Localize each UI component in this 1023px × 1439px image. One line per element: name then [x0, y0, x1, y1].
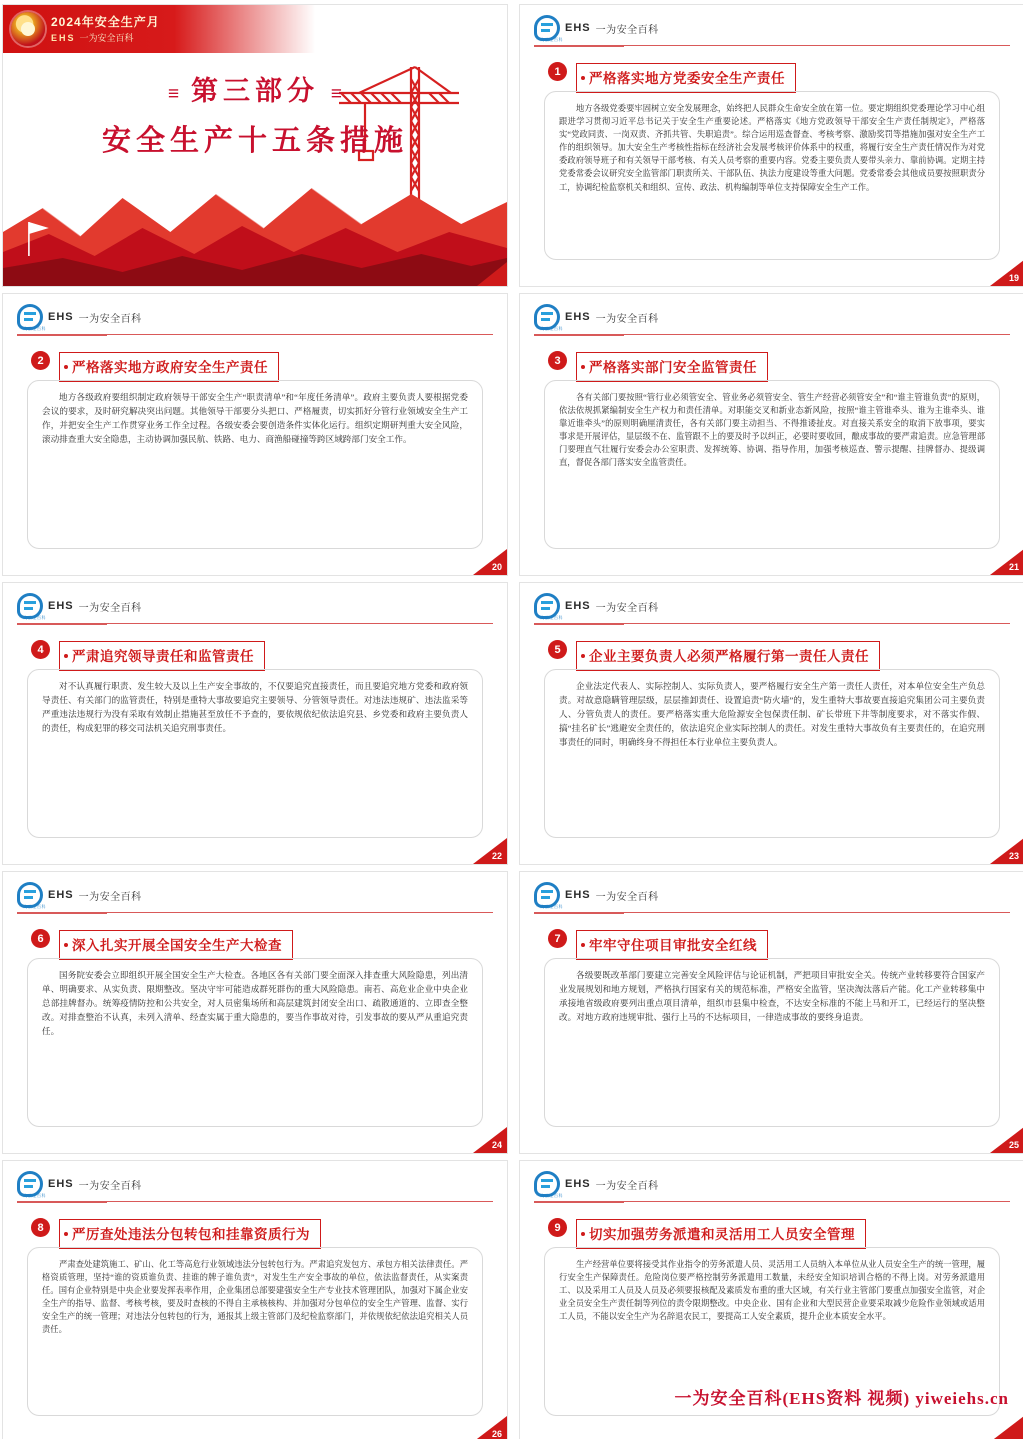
corner-mark — [990, 1416, 1023, 1439]
slide-heading-box — [576, 1219, 866, 1249]
page-number: 24 — [491, 1140, 502, 1150]
header-divider — [17, 1201, 493, 1202]
slide-heading-box — [576, 641, 880, 671]
shield-logo-icon: 一为安全百科 — [534, 304, 560, 330]
slide-body-text: 国务院安委会立即组织开展全国安全生产大检查。各地区各有关部门要全面深入排查重大风险隐患，列出清单、明确要求、从实负责、限期整改。坚决守牢可能造成群死群伤的重大风险隐患。南若、高危业企业中央企业总部挂牌督办。统筹疫情防控和公共安全，对人员密集场所和高层建筑封闭安全出口、疏散通道的、立即查全整改。对排查整治不认真，未列入清单、经查实属于重大隐患的，要当作事故对待，引发事故的要从严从重追究责任。 — [42, 970, 468, 1036]
title-corner-mark — [477, 262, 507, 286]
brand-logo — [534, 1171, 659, 1197]
slide-body — [27, 669, 483, 838]
slide-heading-box — [576, 63, 796, 93]
logo-cn-label: 一为安全百科 — [79, 33, 134, 43]
slide-heading-box — [59, 930, 293, 960]
shield-logo-icon: 一为安全百科 — [17, 304, 43, 330]
slide-heading — [59, 641, 265, 671]
brand-logo — [534, 593, 659, 619]
page-number: 19 — [1008, 273, 1019, 283]
shield-logo-icon: 一为安全百科 — [534, 593, 560, 619]
page-number: 26 — [491, 1429, 502, 1439]
header-divider — [534, 45, 1010, 46]
slide-heading — [59, 930, 293, 960]
deco-left: ≡ — [167, 83, 180, 105]
content-slide-8 — [2, 1160, 508, 1439]
content-slide-6 — [2, 871, 508, 1154]
header-divider — [534, 912, 1010, 913]
slide-heading — [59, 1219, 321, 1249]
slide-heading-box — [576, 352, 768, 382]
slide-body — [544, 380, 1000, 549]
content-slide-4 — [2, 582, 508, 865]
content-slide-2 — [2, 293, 508, 576]
slide-body-text: 地方各级政府要组织制定政府领导干部安全生产“职责清单”和“年度任务清单”。政府主要负责人要根据党委会议的要求，及时研究解决突出问题。其他领导干部要分头把口、严格履责，切实抓好分管行业领域安全生产工作，并把安全生产工作贯穿业务工作全过程。各级安委会要创造条件实体化运行。组织定期研判重大安全风险，滚动排查重大安全隐患，主动协调加强民航、铁路、电力、商渔船碰撞等跨区域跨部门安全工作。 — [42, 392, 468, 444]
logo-cn-label: 一为安全百科 — [595, 602, 659, 614]
slide-body — [27, 380, 483, 549]
slide-heading-text: 严格落实部门安全监管责任 — [589, 360, 757, 375]
logo-ehs-label: EHS — [565, 22, 591, 34]
slide-heading-text: 严厉查处违法分包转包和挂靠资质行为 — [72, 1227, 310, 1242]
logo-cn-label: 一为安全百科 — [595, 313, 659, 325]
slide-body-text: 地方各级党委要牢固树立安全发展理念，始终把人民群众生命安全放在第一位。要定期组织党委理论学习中心组跟进学习贯彻习近平总书记关于安全生产重要论述。严格落实《地方党政领导干部安全生产责任制规定》，严格落实“党政同责、一岗双责、齐抓共管、失职追责”。综合运用巡查督查、考核考察、激励奖罚等措施加强对安全生产工作的组织领导。加大安全生产考核性指标在经济社会发展考核评价体系中的权重，将履行安全生产责任情况作为对党委政府领导班子和有关领导干部考核、有关人员考察的重要内容。党委主要负责人要带头亲力、靠前协调。定期主持党委常委会议研究安全监管部门职责所关、干部队伍、执法力度建设等重大问题。党委常委会其他成员要按照职责分工，协调纪检监察机关和组织、宣传、政法、机构编制等单位支持保障安全生产工作。 — [559, 104, 985, 192]
brand-logo — [534, 304, 659, 330]
slide-body — [27, 958, 483, 1127]
slide-heading — [59, 352, 279, 382]
shield-logo-icon: 一为安全百科 — [534, 15, 560, 41]
brand-logo — [534, 882, 659, 908]
page-number: 23 — [1008, 851, 1019, 861]
deck-heading: 安全生产十五条措施 — [101, 125, 408, 157]
logo-ehs-label: EHS — [51, 32, 76, 43]
slide-body — [27, 1247, 483, 1416]
header-divider — [534, 623, 1010, 624]
logo-cn-label: 一为安全百科 — [78, 1180, 142, 1192]
page-number: 25 — [1008, 1140, 1019, 1150]
header-divider — [17, 334, 493, 335]
logo-ehs-label: EHS — [48, 600, 74, 612]
slide-heading-text: 牢牢守住项目审批安全红线 — [589, 938, 757, 953]
shield-logo-icon: 一为安全百科 — [17, 593, 43, 619]
item-number-badge: 3 — [548, 351, 567, 370]
slide-body-text: 生产经营单位要将接受其作业指令的劳务派遣人员、灵活用工人员纳入本单位从业人员安全生产的统一管理，履行安全生产保障责任。危险岗位要严格控制劳务派遣用工数量，未经安全知识培训合格的不得上岗。对劳务派遣用工、以及采用工人员及人员及必须要报核配及素质发布重的重大区域，有关行业主管部门要重点加强安全监管，对企业全员安全生产责任制等列位的责令限期整改。中央企业、国有企业和大型民营企业要采取减少危险作业领域或适用工人员，不能以安全生产为名辞退农民工，要提高工人安全素质，提升企业本质安全水平。 — [559, 1260, 985, 1322]
shield-logo-icon: 一为安全百科 — [17, 882, 43, 908]
slide-body — [544, 958, 1000, 1127]
slide-heading-text: 严肃追究领导责任和监管责任 — [72, 649, 254, 664]
slide-heading-box — [59, 1219, 321, 1249]
brand-logo — [17, 1171, 142, 1197]
slide-body-text: 对不认真履行职责、发生较大及以上生产安全事故的，不仅要追究直接责任，而且要追究地方党委和政府领导责任、有关部门的监管责任，特别是重特大事故要追究主要领导、分管领导责任。对违法违规矿、违法监采等严重违法违规行为没有采取有效制止措施甚至放任不予查的，要依规依纪依法追究县、乡党委和政府主要负责人的责任，构成犯罪的移交司法机关追究刑事责任。 — [42, 681, 468, 733]
watermark: 一为安全百科(EHS资料 视频) yiweiehs.cn — [674, 1389, 1009, 1408]
title-main — [3, 69, 507, 159]
slide-body-text: 各级要既改革部门要建立完善安全风险评估与论证机制，严把项目审批安全关。传统产业转移要符合国家产业发展规划和地方规划，严格执行国家有关的规范标准，严格安全监管，坚决淘汰落后产能。化工产业转移集中承接地省级政府要列出重点项目清单，组织市县集中检查，不达安全标准的不能上马和开工，已经运行的坚决整改。对地方政府违规审批、强行上马的不达标项目，一律造成事故的要终身追责。 — [559, 970, 985, 1022]
item-number-badge: 5 — [548, 640, 567, 659]
item-number-badge: 8 — [31, 1218, 50, 1237]
logo-ehs-label: EHS — [48, 1178, 74, 1190]
slide-heading-box — [59, 641, 265, 671]
slide-heading-box — [59, 352, 279, 382]
shield-logo-icon: 一为安全百科 — [17, 1171, 43, 1197]
slide-heading — [576, 63, 796, 93]
item-number-badge: 2 — [31, 351, 50, 370]
page-number: 20 — [491, 562, 502, 572]
part-label: 第三部分 — [191, 76, 319, 106]
content-slide-7 — [519, 871, 1023, 1154]
page-number: 22 — [491, 851, 502, 861]
slide-body — [544, 91, 1000, 260]
slide-heading — [576, 352, 768, 382]
title-slide — [2, 4, 508, 287]
item-number-badge: 1 — [548, 62, 567, 81]
content-slide-1 — [519, 4, 1023, 287]
brand-logo — [17, 593, 142, 619]
header-divider — [17, 623, 493, 624]
content-slide-5 — [519, 582, 1023, 865]
logo-ehs-label: EHS — [565, 600, 591, 612]
item-number-badge: 4 — [31, 640, 50, 659]
slide-body-text: 企业法定代表人、实际控制人、实际负责人，要严格履行安全生产第一责任人责任，对本单位安全生产负总责。对故意隐瞒管理层级，层层推卸责任、设置追责“防火墙”的，发生重特大事故要直接追究集团公司主要负责人、分管负责人的责任。要严格落实重大危险源安全包保责任制、矿长带班下井等制度要求，对不落实作假、搞“挂名矿长”逃避安全责任的，依法追究企业实际控制人的责任。对发生重特大事故负有主要责任的，在追究刑事责任的同时，明确终身不得担任本行业单位主要负责人。 — [559, 681, 985, 747]
slide-heading-text: 严格落实地方党委安全生产责任 — [589, 71, 785, 86]
header-divider — [534, 334, 1010, 335]
logo-ehs-label: EHS — [565, 311, 591, 323]
logo-ehs-label: EHS — [48, 889, 74, 901]
logo-cn-label: 一为安全百科 — [595, 1180, 659, 1192]
content-slide-3 — [519, 293, 1023, 576]
slide-heading — [576, 641, 880, 671]
item-number-badge: 6 — [31, 929, 50, 948]
page-number: 21 — [1008, 562, 1019, 572]
brand-logo — [17, 882, 142, 908]
logo-cn-label: 一为安全百科 — [595, 891, 659, 903]
logo-cn-label: 一为安全百科 — [595, 24, 659, 36]
slide-heading — [576, 930, 768, 960]
logo-cn-label: 一为安全百科 — [78, 602, 142, 614]
brand-logo — [17, 304, 142, 330]
brand-logo — [534, 15, 659, 41]
slide-body-text: 各有关部门要按照“管行业必须管安全、管业务必须管安全、管生产经营必须管安全”和“谁主管谁负责”的原则，依法依规抓紧编制安全生产权力和责任清单。对职能交叉和新业态新风险，按照“谁主管谁牵头、谁为主谁牵头、谁靠近谁牵头”的原则明确厘清责任，各有关部门要主动担当、不得推诿扯皮。对直接关系安全的取消下放事项，要实事求是开展评估，显层级不在、监管跟不上的要及时予以纠正，必要时要收回，酿成事故的要严肃追责。应急管理部门要理直气壮履行安委会办公室职责、发挥统筹、协调、指导作用，加强考核巡查、警示提醒、挂牌督办、提级调直，督促各部门落实安全监管责任。 — [559, 393, 985, 468]
logo-ehs-label: EHS — [565, 889, 591, 901]
logo-ehs-label: EHS — [48, 311, 74, 323]
slide-heading-text: 切实加强劳务派遣和灵活用工人员安全管理 — [589, 1227, 855, 1242]
header-divider — [534, 1201, 1010, 1202]
year-title: 2024年安全生产月 — [51, 15, 160, 29]
shield-logo-icon: 一为安全百科 — [534, 1171, 560, 1197]
brand-logo — [51, 31, 134, 44]
slide-body — [544, 669, 1000, 838]
header-divider — [17, 912, 493, 913]
item-number-badge: 7 — [548, 929, 567, 948]
slide-heading-text: 深入扎实开展全国安全生产大检查 — [72, 938, 282, 953]
deco-right: ≡ — [330, 83, 343, 105]
logo-ehs-label: EHS — [565, 1178, 591, 1190]
slide-heading-text: 严格落实地方政府安全生产责任 — [72, 360, 268, 375]
logo-cn-label: 一为安全百科 — [78, 313, 142, 325]
shield-logo-icon: 一为安全百科 — [534, 882, 560, 908]
part-line — [3, 69, 507, 108]
safety-month-badge-icon — [11, 12, 45, 46]
slide-heading-box — [576, 930, 768, 960]
item-number-badge: 9 — [548, 1218, 567, 1237]
slide-heading — [576, 1219, 866, 1249]
slide-body-text: 严肃查处建筑施工、矿山、化工等高危行业领域违法分包转包行为。严肃追究发包方、承包方相关法律责任。严格资质管理，坚持“谁的资质谁负责、挂谁的牌子谁负责”，对发生生产安全事故的单位，依法监督责任，从实案责任。国有企业特别是中央企业要发挥表率作用，企业集团总部要建强安全生产专业技术管理团队，加强对下属企业安全生产的指导、监督、考核考核，要及时查核的不得自主承核核构、并加强对分包单位的安全生产管理、监督、实行安全生产的统一管理；对违法分包转包的行为，通报其上级主管部门及纪检监察部门，并依规依纪依法追究相关人员责任。 — [42, 1260, 468, 1335]
logo-cn-label: 一为安全百科 — [78, 891, 142, 903]
slide-heading-text: 企业主要负责人必须严格履行第一责任人责任 — [589, 649, 869, 664]
